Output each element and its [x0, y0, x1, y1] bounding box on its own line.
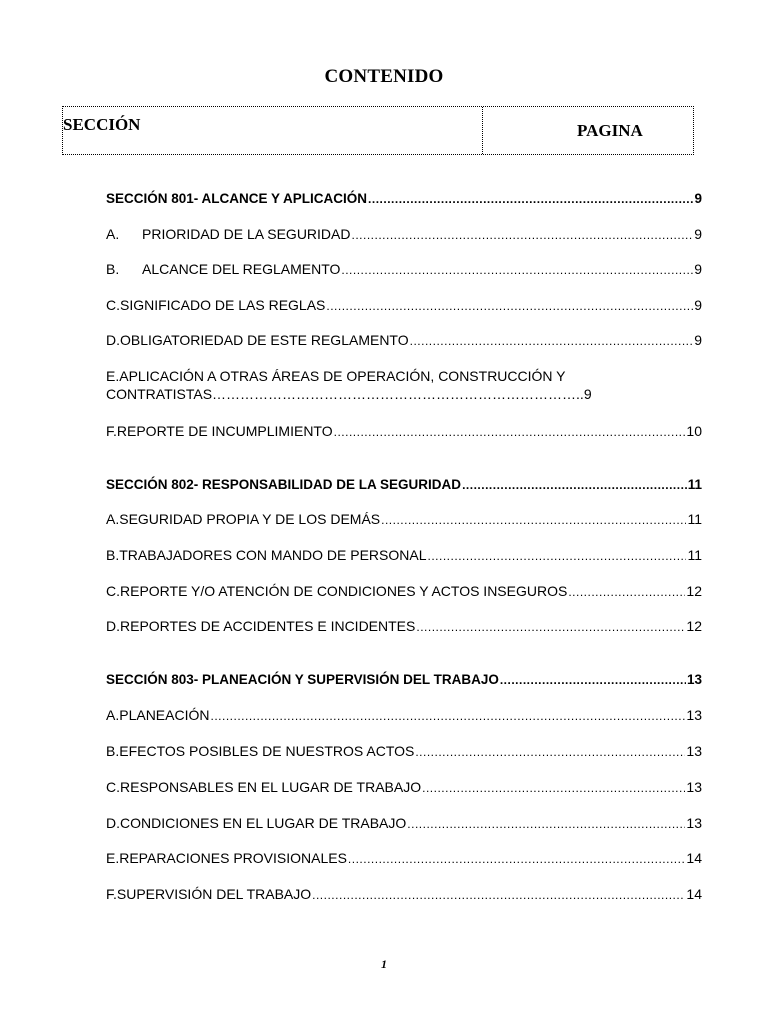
toc-entry-803-a[interactable]: [106, 707, 702, 725]
toc-page-number: 9: [694, 226, 702, 242]
toc-entry-801-c[interactable]: [106, 297, 702, 315]
toc-entry-801-b[interactable]: [106, 261, 702, 279]
leader-dots: [407, 816, 685, 833]
toc-page-number: 13: [686, 672, 702, 687]
toc-page-number: 13: [686, 815, 702, 831]
toc-entry-803-c[interactable]: [106, 779, 702, 797]
leader-dots: [410, 333, 694, 350]
toc-entry-text: PRIORIDAD DE LA SEGURIDAD: [142, 226, 351, 242]
toc-section-803[interactable]: [106, 671, 702, 689]
toc-page-number: 12: [686, 618, 702, 634]
toc-section-802[interactable]: [106, 476, 702, 494]
toc-page-number: 14: [686, 850, 702, 866]
toc-entry-text: ALCANCE DEL REGLAMENTO: [142, 261, 341, 277]
toc-page-number: 14: [686, 886, 702, 902]
toc-entry-802-a[interactable]: [106, 511, 702, 529]
toc-entry-text: A.PLANEACIÓN: [106, 707, 210, 723]
leader-dots: [326, 298, 693, 315]
leader-dots: [348, 851, 686, 868]
toc-page-number: 9: [694, 191, 702, 206]
toc-entry-803-f[interactable]: [106, 886, 702, 904]
toc-entry-text: F.REPORTE DE INCUMPLIMIENTO: [106, 423, 333, 439]
toc-page-number: 9: [694, 332, 702, 348]
toc-entry-801-f[interactable]: [106, 423, 702, 441]
leader-dots: [210, 708, 685, 725]
toc-entry-letter: A.: [106, 226, 120, 242]
toc-page-number: 10: [686, 423, 702, 439]
leader-dots: [568, 584, 685, 601]
leader-dots: [312, 887, 685, 904]
toc-entry-802-d[interactable]: [106, 618, 702, 636]
toc-entry-text-line2: CONTRATISTAS……………………………………………………………………..9: [106, 386, 592, 402]
toc-entry-text: D.REPORTES DE ACCIDENTES E INCIDENTES: [106, 618, 416, 634]
toc-entry-802-b[interactable]: [106, 547, 702, 565]
toc-entry-801-e[interactable]: [106, 368, 702, 403]
toc-entry-text: F.SUPERVISIÓN DEL TRABAJO: [106, 886, 312, 902]
page-column-header: [483, 107, 693, 154]
toc-entry-letter: B.: [106, 261, 120, 277]
toc-entry-802-c[interactable]: [106, 583, 702, 601]
toc-entry-text: D.OBLIGATORIEDAD DE ESTE REGLAMENTO: [106, 332, 409, 348]
toc-entry-text: B.TRABAJADORES CON MANDO DE PERSONAL: [106, 547, 427, 563]
toc-entry-text: B.EFECTOS POSIBLES DE NUESTROS ACTOS: [106, 743, 415, 759]
toc-entry-text: E.REPARACIONES PROVISIONALES: [106, 850, 347, 866]
toc-entry-803-b[interactable]: [106, 743, 702, 761]
toc-header-table: [62, 106, 694, 155]
toc-page-number: 13: [686, 707, 702, 723]
leader-dots: [368, 191, 693, 208]
toc-entry-801-a[interactable]: [106, 226, 702, 244]
leader-dots: [500, 672, 686, 689]
page-number: 1: [381, 957, 387, 971]
toc-entry-text: C.REPORTE Y/O ATENCIÓN DE CONDICIONES Y ACTOS INSEGUROS: [106, 583, 568, 599]
section-column-header: [63, 107, 483, 154]
leader-dots: [381, 512, 686, 529]
leader-dots: [462, 477, 687, 494]
page-column-label: PAGINA: [577, 121, 643, 140]
toc-entry-text-line1: E.APLICACIÓN A OTRAS ÁREAS DE OPERACIÓN, CONSTRUCCIÓN Y: [106, 368, 566, 384]
toc-page-number: 12: [686, 583, 702, 599]
toc-page-number: 13: [686, 743, 702, 759]
leader-dots: [352, 227, 694, 244]
toc-entry-text: C.RESPONSABLES EN EL LUGAR DE TRABAJO: [106, 779, 422, 795]
page-title: CONTENIDO: [324, 66, 444, 87]
toc-entry-text: A.SEGURIDAD PROPIA Y DE LOS DEMÁS: [106, 511, 381, 527]
leader-dots: [415, 744, 685, 761]
toc-entry-803-e[interactable]: [106, 850, 702, 868]
toc-entry-label: [106, 261, 340, 278]
section-column-label: SECCIÓN: [63, 115, 141, 134]
leader-dots: [416, 619, 685, 636]
toc-entry-803-d[interactable]: [106, 815, 702, 833]
toc-page-number: 11: [687, 477, 702, 492]
toc-section-title: SECCIÓN 801- ALCANCE Y APLICACIÓN: [106, 191, 368, 206]
toc-entry-text: C.SIGNIFICADO DE LAS REGLAS: [106, 297, 326, 313]
leader-dots: [428, 548, 687, 565]
leader-dots: [334, 424, 686, 441]
toc-page-number: 9: [694, 261, 702, 277]
toc-section-801[interactable]: [106, 190, 702, 208]
toc-entry-text: D.CONDICIONES EN EL LUGAR DE TRABAJO: [106, 815, 407, 831]
toc-page-number: 13: [686, 779, 702, 795]
toc-entry-label: [106, 226, 351, 243]
toc-section-title: SECCIÓN 803- PLANEACIÓN Y SUPERVISIÓN DEL TRABAJO: [106, 672, 499, 687]
toc-section-title: SECCIÓN 802- RESPONSABILIDAD DE LA SEGURIDAD: [106, 477, 462, 492]
toc-page-number: 11: [687, 511, 702, 527]
toc-page-number: 9: [694, 297, 702, 313]
toc-page-number: 11: [687, 547, 702, 563]
leader-dots: [422, 780, 685, 797]
leader-dots: [341, 262, 693, 279]
toc-entry-801-d[interactable]: [106, 332, 702, 350]
